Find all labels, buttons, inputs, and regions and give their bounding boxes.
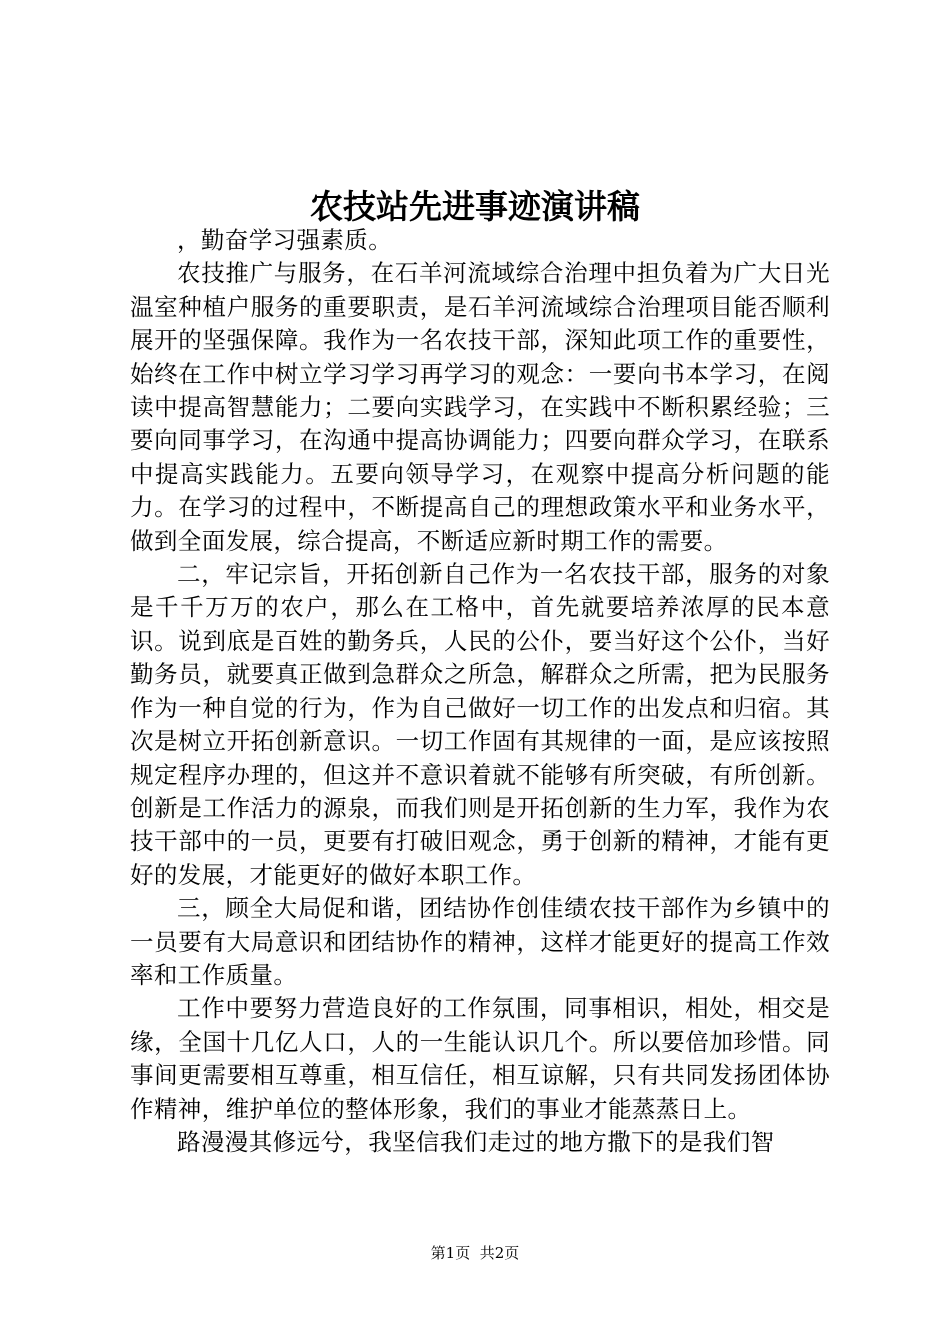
paragraph: 路漫漫其修远兮，我坚信我们走过的地方撒下的是我们智 — [177, 1127, 775, 1156]
paragraph: 工作中要努力营造良好的工作氛围，同事相识，相处，相交是缘，全国十几亿人口，人的一生能认识几个。所以要倍加珍惜。同事间更需要相互尊重，相互信任，相互谅解，只有共同发扬团体协作精神，维护单位的整体形象，我们的事业才能蒸蒸日上。 — [130, 994, 830, 1123]
paragraph: ，勤奋学习强素质。 — [177, 226, 393, 254]
page-footer — [0, 1243, 950, 1263]
paragraph: 三，顾全大局促和谐，团结协作创佳绩农技干部作为乡镇中的一员要有大局意识和团结协作的精神，这样才能更好的提高工作效率和工作质量。 — [130, 894, 830, 989]
footer-spacer — [470, 1244, 480, 1262]
page-total: 共2页 — [479, 1244, 520, 1262]
document-title: 农技站先进事迹演讲稿 — [310, 187, 640, 226]
document-body — [130, 224, 830, 1159]
paragraph: 农技推广与服务，在石羊河流域综合治理中担负着为广大日光温室种植户服务的重要职责，是石羊河流域综合治理项目能否顺利展开的坚强保障。我作为一名农技干部，深知此项工作的重要性，始终在工作中树立学习学习再学习的观念：一要向书本学习，在阅读中提高智慧能力；二要向实践学习，在实践中不断积累经验；三要向同事学习，在沟通中提高协调能力；四要向群众学习，在联系中提高实践能力。五要向领导学习，在观察中提高分析问题的能力。在学习的过程中，不断提高自己的理想政策水平和业务水平，做到全面发展，综合提高，不断适应新时期工作的需要。 — [130, 259, 830, 555]
paragraph: 二，牢记宗旨，开拓创新自己作为一名农技干部，服务的对象是千千万万的农户，那么在工格中，首先就要培养浓厚的民本意识。说到底是百姓的勤务兵，人民的公仆，要当好这个公仆，当好勤务员，就要真正做到急群众之所急，解群众之所需，把为民服务作为一种自觉的行为，作为自己做好一切工作的出发点和归宿。其次是树立开拓创新意识。一切工作固有其规律的一面，是应该按照规定程序办理的，但这并不意识着就不能够有所突破，有所创新。创新是工作活力的源泉，而我们则是开拓创新的生力军，我作为农技干部中的一员，更要有打破旧观念，勇于创新的精神，才能有更好的发展，才能更好的做好本职工作。 — [130, 560, 830, 889]
page-number: 第1页 — [430, 1244, 471, 1262]
